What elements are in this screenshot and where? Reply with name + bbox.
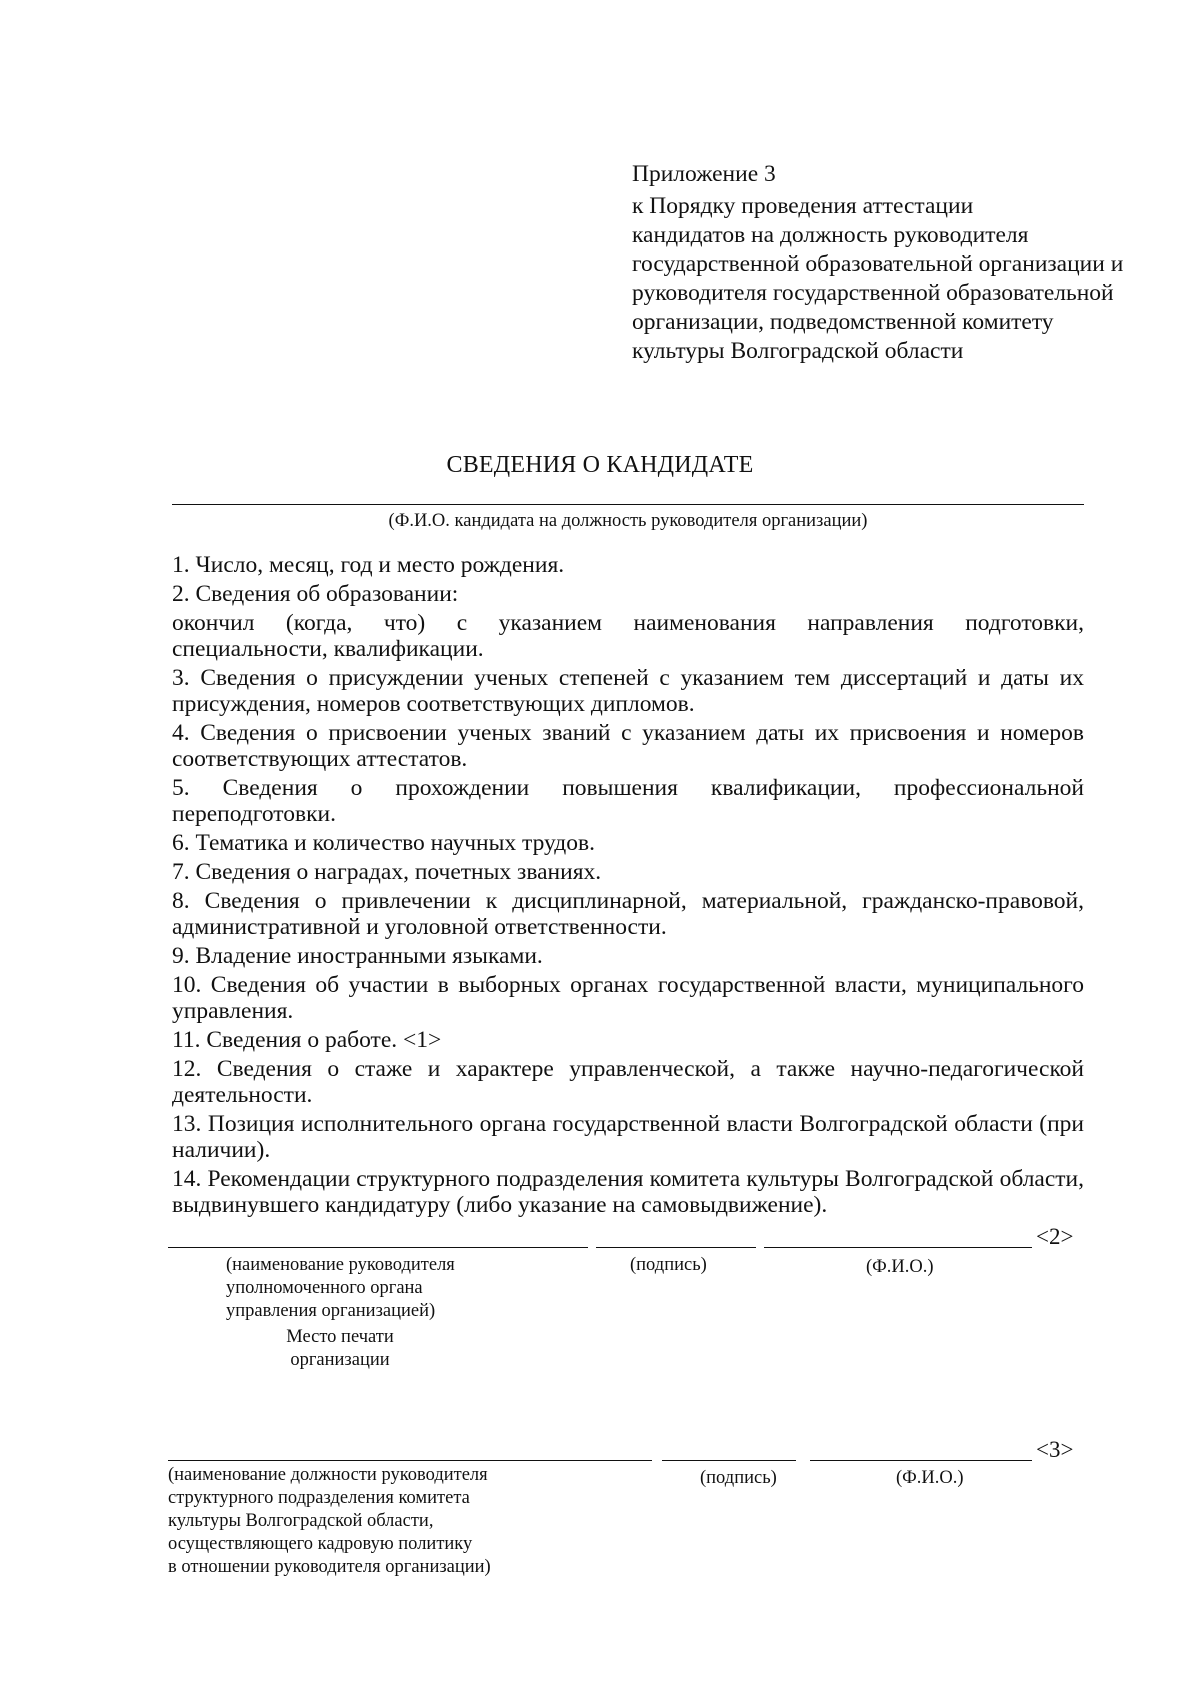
- fio-caption: (Ф.И.О.): [866, 1257, 934, 1277]
- name-input-line: [168, 1247, 588, 1248]
- fio-input-line: [172, 504, 1084, 505]
- list-item: 14. Рекомендации структурного подразделения комитета культуры Волгоградской области, выдвинувшего кандидатуру (либо указание на самовыдвижение).: [172, 1166, 1084, 1218]
- appendix-line: к Порядку проведения аттестации: [632, 193, 974, 219]
- fio-input-line: [764, 1247, 1032, 1248]
- stamp-caption: Место печати организации: [286, 1327, 394, 1370]
- signature-input-line: [662, 1460, 796, 1461]
- list-item: окончил (когда, что) с указанием наименования направления подготовки,: [172, 610, 1084, 636]
- list-item: переподготовки.: [172, 801, 336, 827]
- appendix-line: руководителя государственной образовательной: [632, 280, 1114, 306]
- fio-caption: (Ф.И.О. кандидата на должность руководителя организации): [388, 511, 868, 531]
- appendix-line: организации, подведомственной комитету: [632, 309, 1054, 335]
- list-item: 1. Число, месяц, год и место рождения.: [172, 552, 565, 578]
- fio-input-line: [810, 1460, 1032, 1461]
- name-caption: (наименование руководителя уполномоченного органа управления организацией): [226, 1255, 455, 1321]
- signature-caption: (подпись): [700, 1468, 777, 1488]
- list-item: 7. Сведения о наградах, почетных званиях.: [172, 859, 602, 885]
- position-input-line: [168, 1460, 652, 1461]
- appendix-line: культуры Волгоградской области: [632, 338, 964, 364]
- document-title: СВЕДЕНИЯ О КАНДИДАТЕ: [446, 452, 754, 478]
- signature-caption: (подпись): [630, 1255, 707, 1275]
- appendix-title: Приложение 3: [632, 161, 776, 187]
- signature-input-line: [596, 1247, 756, 1248]
- appendix-line: кандидатов на должность руководителя: [632, 222, 1029, 248]
- fio-caption: (Ф.И.О.): [896, 1468, 964, 1488]
- list-item: специальности, квалификации.: [172, 636, 484, 662]
- list-item: 12. Сведения о стаже и характере управленческой, а также научно-педагогической деятельности.: [172, 1056, 1084, 1108]
- candidate-info-list: [172, 552, 1084, 1221]
- list-item: 10. Сведения об участии в выборных органах государственной власти, муниципального управления.: [172, 972, 1084, 1024]
- list-item: 2. Сведения об образовании:: [172, 581, 459, 607]
- list-item: 11. Сведения о работе. <1>: [172, 1027, 442, 1053]
- list-item: 8. Сведения о привлечении к дисциплинарной, материальной, гражданско-правовой, административной и уголовной ответственности.: [172, 888, 1084, 940]
- footnote-mark: <3>: [1036, 1437, 1074, 1462]
- footnote-mark: <2>: [1036, 1224, 1074, 1249]
- list-item: 3. Сведения о присуждении ученых степеней с указанием тем диссертаций и даты их присуждения, номеров соответствующих дипломов.: [172, 665, 1084, 717]
- list-item: 13. Позиция исполнительного органа государственной власти Волгоградской области (при наличии).: [172, 1111, 1084, 1163]
- list-item: 4. Сведения о присвоении ученых званий с указанием даты их присвоения и номеров соответствующих аттестатов.: [172, 720, 1084, 772]
- list-item: 6. Тематика и количество научных трудов.: [172, 830, 595, 856]
- list-item: 5. Сведения о прохождении повышения квалификации, профессиональной: [172, 775, 1084, 801]
- list-item: 9. Владение иностранными языками.: [172, 943, 543, 969]
- appendix-line: государственной образовательной организации и: [632, 251, 1124, 277]
- appendix-header: [632, 160, 1123, 366]
- position-caption: (наименование должности руководителя структурного подразделения комитета культуры Волгоградской области, осуществляющего кадровую политику в отношении руководителя организации): [168, 1465, 491, 1577]
